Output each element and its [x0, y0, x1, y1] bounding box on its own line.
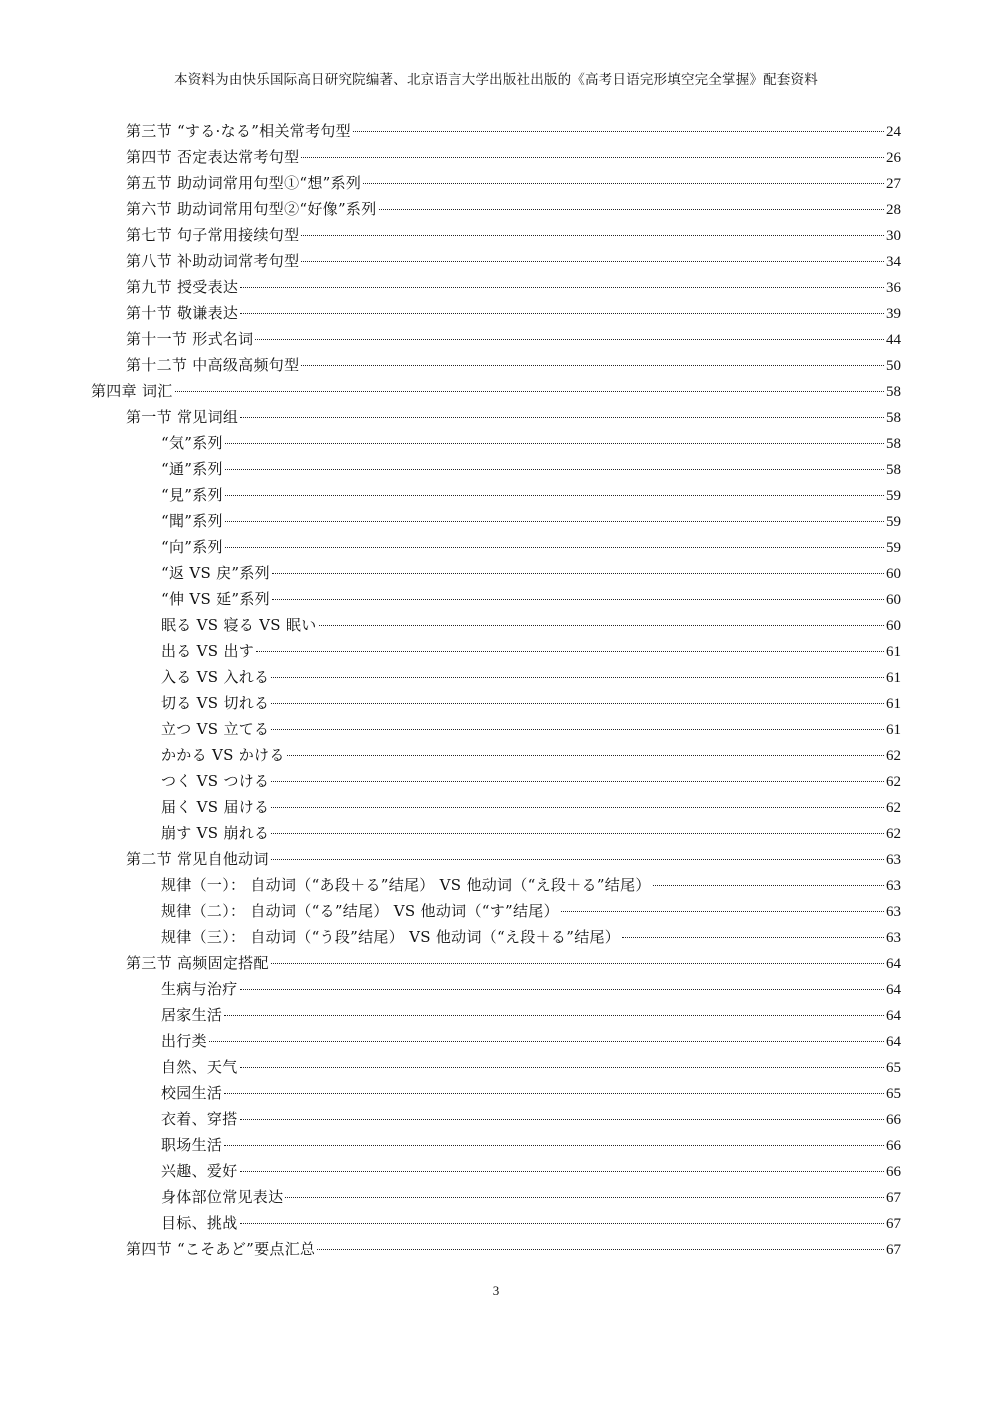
toc-entry-label: “見”系列: [161, 486, 223, 504]
toc-entry[interactable]: [161, 640, 901, 662]
toc-entry[interactable]: [161, 614, 901, 636]
toc-entry-page: 66: [886, 1164, 901, 1180]
toc-entry-page: 64: [886, 1008, 901, 1024]
toc-dot-leader: [225, 521, 884, 522]
toc-entry-page: 59: [886, 514, 901, 530]
page-number: 3: [492, 1283, 500, 1298]
toc-dot-leader: [225, 469, 884, 470]
toc-entry-label: 第二节 常见自他动词: [126, 850, 269, 868]
toc-entry-label: 第七节 句子常用接续句型: [126, 226, 300, 244]
toc-entry-label: “通”系列: [161, 460, 223, 478]
toc-entry-label: 出行类: [161, 1032, 207, 1050]
toc-entry[interactable]: [161, 822, 901, 844]
toc-entry-page: 26: [886, 150, 901, 166]
toc-entry-label: 眠る VS 寝る VS 眠い: [161, 616, 317, 634]
toc-entry-page: 64: [886, 982, 901, 998]
toc-entry-label: 兴趣、爱好: [161, 1162, 238, 1180]
toc-entry-page: 50: [886, 358, 901, 374]
toc-entry-label: 出る VS 出す: [161, 642, 255, 660]
toc-entry-label: 第十一节 形式名词: [126, 330, 254, 348]
toc-dot-leader: [272, 573, 884, 574]
toc-entry-label: 第四节 否定表达常考句型: [126, 148, 300, 166]
toc-entry-page: 34: [886, 254, 901, 270]
toc-entry[interactable]: [161, 926, 901, 948]
toc-entry-page: 59: [886, 488, 901, 504]
toc-dot-leader: [301, 261, 884, 262]
toc-entry-label: 第四章 词汇: [91, 382, 173, 400]
toc-dot-leader: [240, 1171, 884, 1172]
toc-dot-leader: [285, 1197, 884, 1198]
toc-entry-label: 规律（三）： 自动词（“う段”结尾） VS 他动词（“え段＋る”结尾）: [161, 928, 621, 946]
toc-entry-label: 入る VS 入れる: [161, 668, 270, 686]
toc-entry[interactable]: [126, 276, 901, 298]
toc-entry-page: 63: [886, 852, 901, 868]
toc-entry-label: 届く VS 届ける: [161, 798, 270, 816]
toc-dot-leader: [225, 547, 884, 548]
toc-entry-page: 27: [886, 176, 901, 192]
toc-dot-leader: [209, 1041, 884, 1042]
toc-dot-leader: [271, 859, 884, 860]
toc-entry-page: 62: [886, 774, 901, 790]
toc-entry-page: 63: [886, 904, 901, 920]
toc-entry-label: 居家生活: [161, 1006, 223, 1024]
toc-dot-leader: [622, 937, 884, 938]
toc-dot-leader: [225, 495, 884, 496]
toc-entry[interactable]: [161, 1056, 901, 1078]
toc-dot-leader: [175, 391, 884, 392]
toc-entry-page: 30: [886, 228, 901, 244]
toc-dot-leader: [240, 417, 884, 418]
toc-entry[interactable]: [126, 354, 901, 376]
toc-entry[interactable]: [161, 666, 901, 688]
toc-entry-page: 58: [886, 436, 901, 452]
toc-entry[interactable]: [126, 328, 901, 350]
toc-dot-leader: [301, 365, 884, 366]
toc-entry-page: 39: [886, 306, 901, 322]
toc-entry-label: “気”系列: [161, 434, 223, 452]
toc-entry-label: 崩す VS 崩れる: [161, 824, 270, 842]
toc-dot-leader: [256, 651, 884, 652]
toc-entry-page: 66: [886, 1138, 901, 1154]
toc-entry-page: 44: [886, 332, 901, 348]
toc-dot-leader: [240, 287, 884, 288]
toc-entry-page: 36: [886, 280, 901, 296]
toc-entry-page: 60: [886, 618, 901, 634]
toc-entry[interactable]: [161, 432, 901, 454]
toc-dot-leader: [561, 911, 884, 912]
toc-entry-label: かかる VS かける: [161, 746, 285, 764]
toc-dot-leader: [271, 781, 884, 782]
toc-dot-leader: [271, 729, 884, 730]
toc-entry-label: 第三节 “する·なる”相关常考句型: [126, 122, 351, 140]
toc-entry-label: 第十节 敬谦表达: [126, 304, 239, 322]
toc-entry-page: 62: [886, 748, 901, 764]
toc-entry-label: 规律（一）： 自动词（“あ段＋る”结尾） VS 他动词（“え段＋る”结尾）: [161, 876, 651, 894]
toc-entry[interactable]: [161, 770, 901, 792]
toc-entry-page: 58: [886, 410, 901, 426]
toc-entry-page: 61: [886, 644, 901, 660]
toc-dot-leader: [379, 209, 884, 210]
toc-entry-label: つく VS つける: [161, 772, 270, 790]
toc-dot-leader: [271, 807, 884, 808]
toc-entry-page: 61: [886, 696, 901, 712]
toc-entry[interactable]: [161, 1108, 901, 1130]
toc-dot-leader: [240, 1119, 884, 1120]
toc-entry-page: 61: [886, 670, 901, 686]
toc-entry[interactable]: [126, 172, 901, 194]
toc-entry-page: 67: [886, 1242, 901, 1258]
toc-entry[interactable]: [161, 692, 901, 714]
toc-entry[interactable]: [161, 1160, 901, 1182]
toc-entry-label: 第四节 “こそあど”要点汇总: [126, 1240, 316, 1258]
toc-entry-page: 59: [886, 540, 901, 556]
toc-entry-label: 第九节 授受表达: [126, 278, 239, 296]
toc-entry[interactable]: [91, 380, 901, 402]
toc-entry-page: 62: [886, 800, 901, 816]
toc-entry-page: 60: [886, 566, 901, 582]
toc-entry-label: 第一节 常见词组: [126, 408, 239, 426]
toc-entry-label: 切る VS 切れる: [161, 694, 270, 712]
toc-entry[interactable]: [126, 848, 901, 870]
toc-entry[interactable]: [126, 1238, 901, 1260]
toc-dot-leader: [271, 963, 884, 964]
toc-entry-page: 64: [886, 956, 901, 972]
toc-entry-label: “伸 VS 延”系列: [161, 590, 270, 608]
toc-entry[interactable]: [161, 718, 901, 740]
toc-entry-label: 目标、挑战: [161, 1214, 238, 1232]
toc-entry-label: 身体部位常见表达: [161, 1188, 284, 1206]
toc-entry-page: 66: [886, 1112, 901, 1128]
toc-dot-leader: [271, 677, 884, 678]
toc-entry-page: 64: [886, 1034, 901, 1050]
toc-entry[interactable]: [161, 1082, 901, 1104]
toc-entry-page: 67: [886, 1190, 901, 1206]
toc-entry-label: 职场生活: [161, 1136, 223, 1154]
toc-entry-page: 58: [886, 384, 901, 400]
toc-entry[interactable]: [161, 510, 901, 532]
toc-entry-label: 规律（二）： 自动词（“る”结尾） VS 他动词（“す”结尾）: [161, 902, 559, 920]
page-header: 本资料为由快乐国际高日研究院编著、北京语言大学出版社出版的《高考日语完形填空完全掌握》配套资料: [174, 72, 818, 88]
toc-entry-label: 第三节 高频固定搭配: [126, 954, 269, 972]
toc-entry[interactable]: [161, 744, 901, 766]
toc-entry[interactable]: [161, 978, 901, 1000]
toc-entry[interactable]: [126, 146, 901, 168]
toc-entry-page: 28: [886, 202, 901, 218]
toc-entry[interactable]: [161, 458, 901, 480]
toc-dot-leader: [224, 1145, 884, 1146]
toc-entry[interactable]: [161, 484, 901, 506]
toc-entry[interactable]: [161, 562, 901, 584]
toc-entry[interactable]: [161, 874, 901, 896]
toc-entry-page: 24: [886, 124, 901, 140]
toc-entry[interactable]: [161, 1134, 901, 1156]
toc-entry-label: 第五节 助动词常用句型①“想”系列: [126, 174, 362, 192]
toc-entry[interactable]: [126, 250, 901, 272]
toc-entry-label: 立つ VS 立てる: [161, 720, 270, 738]
toc-dot-leader: [272, 599, 884, 600]
toc-dot-leader: [240, 1223, 884, 1224]
toc-entry-page: 63: [886, 878, 901, 894]
toc-dot-leader: [240, 989, 884, 990]
toc-entry-page: 67: [886, 1216, 901, 1232]
toc-entry-page: 61: [886, 722, 901, 738]
toc-dot-leader: [255, 339, 884, 340]
toc-entry-page: 65: [886, 1086, 901, 1102]
toc-entry-label: 生病与治疗: [161, 980, 238, 998]
toc-entry[interactable]: [161, 1212, 901, 1234]
toc-dot-leader: [301, 157, 884, 158]
toc-entry-label: 衣着、穿搭: [161, 1110, 238, 1128]
toc-dot-leader: [363, 183, 884, 184]
toc-entry[interactable]: [126, 120, 901, 142]
toc-dot-leader: [301, 235, 884, 236]
toc-entry[interactable]: [161, 1030, 901, 1052]
toc-dot-leader: [317, 1249, 884, 1250]
toc-entry-page: 58: [886, 462, 901, 478]
toc-entry[interactable]: [161, 1186, 901, 1208]
toc-dot-leader: [224, 1015, 884, 1016]
toc-entry-page: 63: [886, 930, 901, 946]
toc-entry-label: 第六节 助动词常用句型②“好像”系列: [126, 200, 377, 218]
toc-entry[interactable]: [126, 302, 901, 324]
toc-entry[interactable]: [126, 198, 901, 220]
toc-entry-label: 自然、天气: [161, 1058, 238, 1076]
toc-entry-page: 62: [886, 826, 901, 842]
toc-dot-leader: [653, 885, 884, 886]
toc-dot-leader: [353, 131, 884, 132]
toc-entry[interactable]: [161, 1004, 901, 1026]
toc-dot-leader: [225, 443, 884, 444]
toc-entry[interactable]: [126, 406, 901, 428]
toc-entry[interactable]: [126, 952, 901, 974]
toc-dot-leader: [224, 1093, 884, 1094]
toc-dot-leader: [319, 625, 885, 626]
toc-dot-leader: [240, 313, 884, 314]
toc-dot-leader: [271, 703, 884, 704]
toc-dot-leader: [271, 833, 884, 834]
toc-entry-label: “向”系列: [161, 538, 223, 556]
toc-entry-page: 65: [886, 1060, 901, 1076]
toc-dot-leader: [287, 755, 884, 756]
toc-entry-page: 60: [886, 592, 901, 608]
toc-entry[interactable]: [126, 224, 901, 246]
toc-entry[interactable]: [161, 796, 901, 818]
toc-entry-label: “聞”系列: [161, 512, 223, 530]
toc-entry[interactable]: [161, 588, 901, 610]
toc-entry[interactable]: [161, 536, 901, 558]
toc-entry[interactable]: [161, 900, 901, 922]
toc-entry-label: 第十二节 中高级高频句型: [126, 356, 300, 374]
toc-dot-leader: [240, 1067, 884, 1068]
toc-entry-label: “返 VS 戻”系列: [161, 564, 270, 582]
toc-entry-label: 校园生活: [161, 1084, 223, 1102]
toc-entry-label: 第八节 补助动词常考句型: [126, 252, 300, 270]
